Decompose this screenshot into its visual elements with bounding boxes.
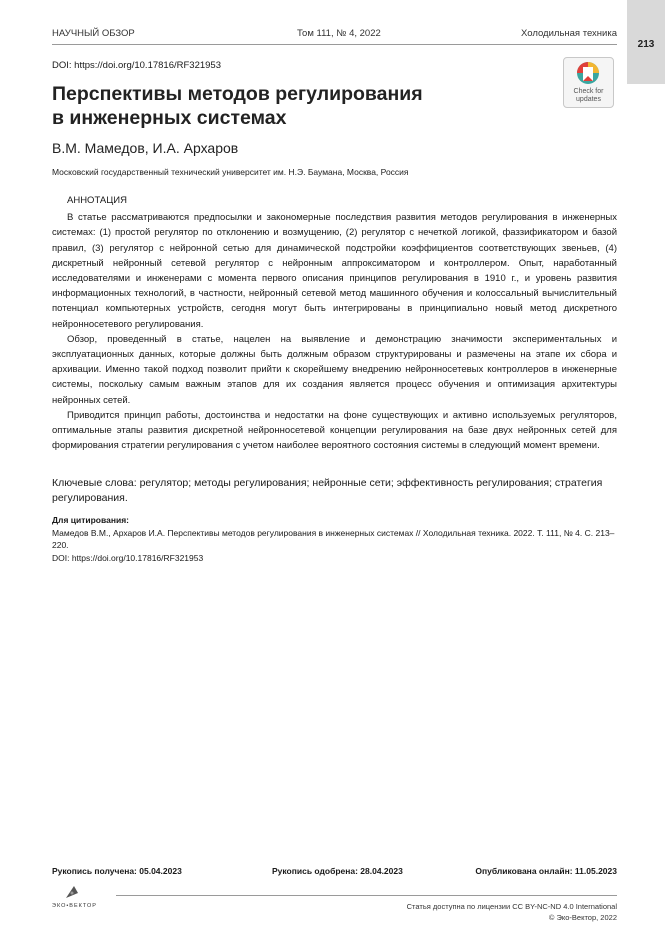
keywords-text: регулятор; методы регулирования; нейронные сети; эффективность регулирования; стратегия регулирования. xyxy=(52,477,603,504)
date-published: Опубликована онлайн: 11.05.2023 xyxy=(475,866,617,876)
date-received: Рукопись получена: 05.04.2023 xyxy=(52,866,182,876)
keywords xyxy=(52,476,617,505)
abstract-paragraph-2: Обзор, проведенный в статье, нацелен на выявление и демонстрацию значимости экспериментальных и эксплуатационных данных, которые должны быть должным образом структурированы и размечены на этапе их сбора и архивации. Именно такой подход позволит прийти к скорейшему внедрению нейронносетевых контроллеров в инженерные системы, поскольку самым важным этапов для их создания является процесс обучения и оптимизация архитектуры нейронных сетей. xyxy=(52,333,617,406)
badge-label xyxy=(564,88,613,104)
abstract xyxy=(52,193,617,453)
citation-label: Для цитирования: xyxy=(52,515,129,525)
crossmark-icon xyxy=(576,61,600,87)
citation-doi[interactable]: DOI: https://doi.org/10.17816/RF321953 xyxy=(52,552,204,563)
check-for-updates-badge[interactable] xyxy=(563,57,614,108)
keywords-label: Ключевые слова: xyxy=(52,477,137,489)
abstract-paragraph-1: В статье рассматриваются предпосылки и закономерные последствия развития методов регулирования в инженерных системах: (1) простой регулятор по отклонению и возмущению, (2) регулятор с нечеткой логикой, фаззификатором и базой правил, (3) регулятор с нейронной сетью для динамической подстройки коэффициентов соответствующих звеньев, (4) дискретный нейронный сетевой регулятор с нейронным аппроксиматором и контроллером. Опыт, наработанный исследователями и инженерами с момента первого описания принципов регулирования в 1910 г., и уровень развития информационных технологий, в частности, нейронный сетевой метод машинного обучения и колоссальный вычислительный потенциал компьютерных устройств, сегодня могут быть интегрированы в принципиально новый метод дискретного нейронносетевого регулирования. xyxy=(52,212,617,330)
header-divider xyxy=(52,44,617,45)
citation-block xyxy=(52,514,617,564)
abstract-paragraph-3: Приводится принцип работы, достоинства и недостатки на фоне существующих и активно используемых регуляторов, оптимальные этапы развития дискретной нейронносетевой концепции регулирования на базе двух нейронных сетей для формирования стратегии регулирования с учетом наиболее вероятного состояния системы в следующий момент времени. xyxy=(52,409,617,452)
title-line-1: Перспективы методов регулирования xyxy=(52,83,423,105)
badge-line-2: updates xyxy=(576,96,601,103)
license-text: Статья доступна по лицензии CC BY-NC-ND 4.0 International xyxy=(406,902,617,911)
article-authors: В.М. Мамедов, И.А. Архаров xyxy=(52,140,239,156)
author-affiliation: Московский государственный технический университет им. Н.Э. Баумана, Москва, Россия xyxy=(52,167,409,177)
publisher-logo-icon xyxy=(52,884,102,902)
date-approved: Рукопись одобрена: 28.04.2023 xyxy=(272,866,403,876)
citation-text: Мамедов В.М., Архаров И.А. Перспективы методов регулирования в инженерных системах // Холодильная техника. 2022. Т. 111, № 4. С. 213–220. xyxy=(52,527,615,550)
license-block xyxy=(407,901,617,923)
journal-volume: Том 111, № 4, 2022 xyxy=(297,28,381,39)
page-number: 213 xyxy=(637,39,655,50)
article-title xyxy=(52,82,492,130)
title-line-2: в инженерных системах xyxy=(52,107,287,129)
abstract-heading: АННОТАЦИЯ xyxy=(67,195,127,206)
publisher-name: ЭКО•ВЕКТОР xyxy=(52,903,97,909)
article-doi[interactable]: DOI: https://doi.org/10.17816/RF321953 xyxy=(52,60,221,71)
journal-section: НАУЧНЫЙ ОБЗОР xyxy=(52,28,135,39)
footer-divider xyxy=(116,895,617,896)
copyright-text: © Эко-Вектор, 2022 xyxy=(548,913,617,922)
badge-line-1: Check for xyxy=(573,88,604,95)
journal-name: Холодильная техника xyxy=(521,28,617,39)
